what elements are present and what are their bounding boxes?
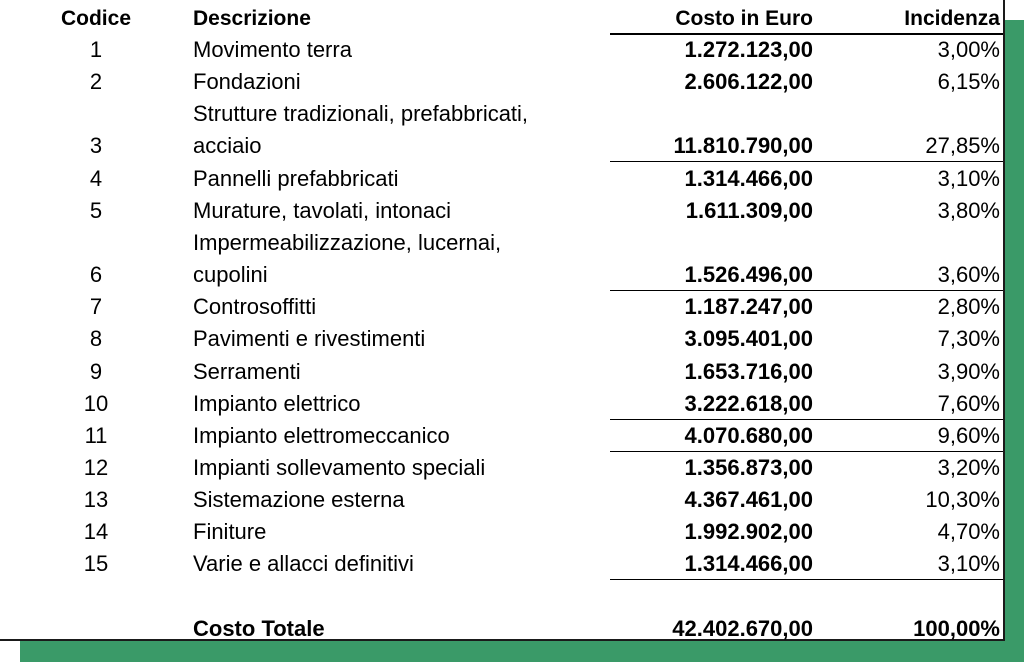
row-cost: 1.272.123,00 bbox=[684, 37, 813, 62]
header-description: Descrizione bbox=[193, 7, 311, 30]
row-incidence: 3,10% bbox=[937, 551, 1000, 576]
row-incidence: 2,80% bbox=[937, 294, 1000, 319]
row-description-line1: Impermeabilizzazione, lucernai, bbox=[193, 230, 502, 255]
row-cost: 3.222.618,00 bbox=[684, 391, 813, 416]
row-description: Controsoffitti bbox=[193, 294, 317, 319]
row-description: Impianto elettromeccanico bbox=[193, 423, 450, 448]
row-cost: 2.606.122,00 bbox=[684, 69, 813, 94]
total-cost: 42.402.670,00 bbox=[672, 616, 813, 641]
row-code: 7 bbox=[89, 294, 103, 319]
row-description: Serramenti bbox=[193, 359, 301, 384]
row-cost: 4.070.680,00 bbox=[684, 423, 813, 448]
row-incidence: 3,10% bbox=[937, 166, 1000, 191]
row-description: Pannelli prefabbricati bbox=[193, 166, 399, 191]
row-incidence: 3,80% bbox=[937, 198, 1000, 223]
header-incidence: Incidenza bbox=[904, 7, 1000, 30]
row-code: 6 bbox=[89, 262, 103, 287]
header-code: Codice bbox=[60, 7, 131, 30]
row-incidence: 3,90% bbox=[937, 359, 1000, 384]
row-description: Pavimenti e rivestimenti bbox=[193, 326, 426, 351]
row-cost: 1.992.902,00 bbox=[684, 519, 813, 544]
row-code: 2 bbox=[89, 69, 103, 94]
row-code: 13 bbox=[83, 487, 109, 512]
row-description: Murature, tavolati, intonaci bbox=[193, 198, 452, 223]
row-cost: 1.187.247,00 bbox=[684, 294, 813, 319]
row-code: 12 bbox=[83, 455, 109, 480]
row-description: Fondazioni bbox=[193, 69, 301, 94]
row-code: 14 bbox=[83, 519, 109, 544]
row-cost: 11.810.790,00 bbox=[673, 133, 813, 158]
row-description: Impianti sollevamento speciali bbox=[193, 455, 486, 480]
row-cost: 4.367.461,00 bbox=[684, 487, 813, 512]
row-incidence: 10,30% bbox=[925, 487, 1000, 512]
row-incidence: 6,15% bbox=[937, 69, 1000, 94]
row-cost: 3.095.401,00 bbox=[684, 326, 813, 351]
row-code: 9 bbox=[89, 359, 103, 384]
row-description: Impianto elettrico bbox=[193, 391, 361, 416]
row-incidence: 3,00% bbox=[937, 37, 1000, 62]
header-rule bbox=[610, 33, 1003, 35]
row-description-line1: Strutture tradizionali, prefabbricati, bbox=[193, 101, 529, 126]
row-incidence: 3,60% bbox=[937, 262, 1000, 287]
row-incidence: 9,60% bbox=[937, 423, 1000, 448]
row-description: Finiture bbox=[193, 519, 267, 544]
row-description-line2: cupolini bbox=[193, 262, 268, 287]
row-rule bbox=[610, 161, 1003, 162]
row-cost: 1.611.309,00 bbox=[685, 198, 813, 223]
total-rule bbox=[610, 579, 1003, 580]
total-incidence: 100,00% bbox=[913, 616, 1000, 641]
row-incidence: 27,85% bbox=[925, 133, 1000, 158]
row-incidence: 3,20% bbox=[937, 455, 1000, 480]
row-cost: 1.526.496,00 bbox=[684, 262, 813, 287]
header-cost: Costo in Euro bbox=[675, 7, 813, 30]
row-rule bbox=[610, 290, 1003, 291]
row-incidence: 7,60% bbox=[937, 391, 1000, 416]
row-cost: 1.314.466,00 bbox=[684, 166, 813, 191]
row-description: Varie e allacci definitivi bbox=[193, 551, 414, 576]
row-code: 5 bbox=[89, 198, 103, 223]
row-cost: 1.314.466,00 bbox=[684, 551, 813, 576]
row-code: 11 bbox=[84, 423, 108, 448]
row-description: Movimento terra bbox=[193, 37, 352, 62]
row-code: 8 bbox=[89, 326, 103, 351]
row-incidence: 4,70% bbox=[937, 519, 1000, 544]
row-code: 4 bbox=[89, 166, 103, 191]
row-description-line2: acciaio bbox=[193, 133, 262, 158]
row-cost: 1.356.873,00 bbox=[684, 455, 813, 480]
row-code: 1 bbox=[89, 37, 103, 62]
row-code: 3 bbox=[89, 133, 103, 158]
total-label: Costo Totale bbox=[193, 616, 325, 641]
row-code: 15 bbox=[83, 551, 109, 576]
row-rule bbox=[610, 451, 1003, 452]
row-rule bbox=[610, 419, 1003, 420]
row-code: 10 bbox=[83, 391, 109, 416]
row-description: Sistemazione esterna bbox=[193, 487, 405, 512]
row-incidence: 7,30% bbox=[937, 326, 1000, 351]
row-cost: 1.653.716,00 bbox=[684, 359, 813, 384]
